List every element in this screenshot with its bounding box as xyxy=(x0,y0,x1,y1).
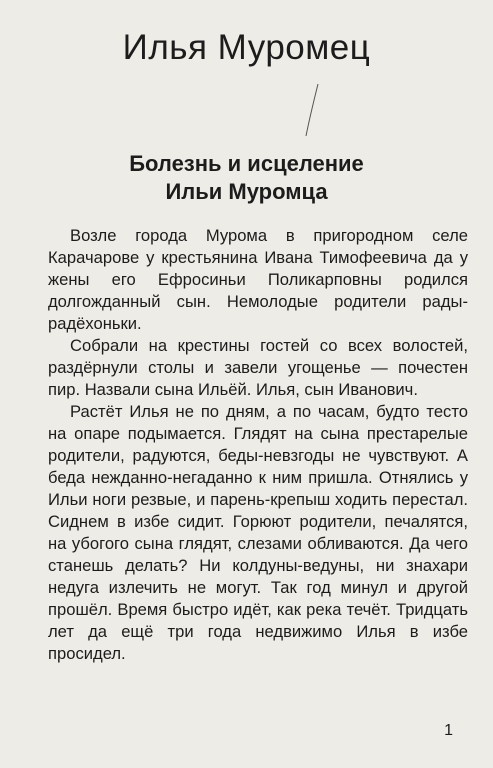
subtitle-line-2: Ильи Муромца xyxy=(165,179,328,204)
chapter-subtitle xyxy=(0,150,493,206)
body-text xyxy=(48,225,468,665)
page-number: 1 xyxy=(444,722,453,739)
paragraph-1: Возле города Мурома в пригородном селе Карачарове у крестьянина Ивана Тимофеевича да у жены его Ефросиньи Поликарповны родился долгожданный сын. Немолодые родители рады-радёхоньки. xyxy=(48,226,468,333)
paragraph-3: Растёт Илья не по дням, а по часам, будто тесто на опаре подымается. Глядят на сына престарелые родители, радуются, беды-невзгоды не чувствуют. А беда нежданно-негаданно к ним пришла. Отнялись у Ильи ноги резвые, и парень-крепыш ходить перестал. Сиднем в избе сидит. Горюют родители, печалятся, на убогого сына глядят, слезами обливаются. Да чего станешь делать? Ни колдуны-ведуны, ни знахари недуга излечить не могут. Так год минул и другой прошёл. Время быстро идёт, как река течёт. Тридцать лет да ещё три года недвижимо Илья в избе просидел. xyxy=(48,402,468,663)
pencil-mark xyxy=(290,80,330,140)
subtitle-line-1: Болезнь и исцеление xyxy=(129,151,364,176)
paragraph-2: Собрали на крестины гостей со всех волостей, раздёрнули столы и завели угощенье — почестен пир. Назвали сына Ильёй. Илья, сын Иванович. xyxy=(48,336,468,399)
page-title: Илья Муромец xyxy=(122,28,371,67)
